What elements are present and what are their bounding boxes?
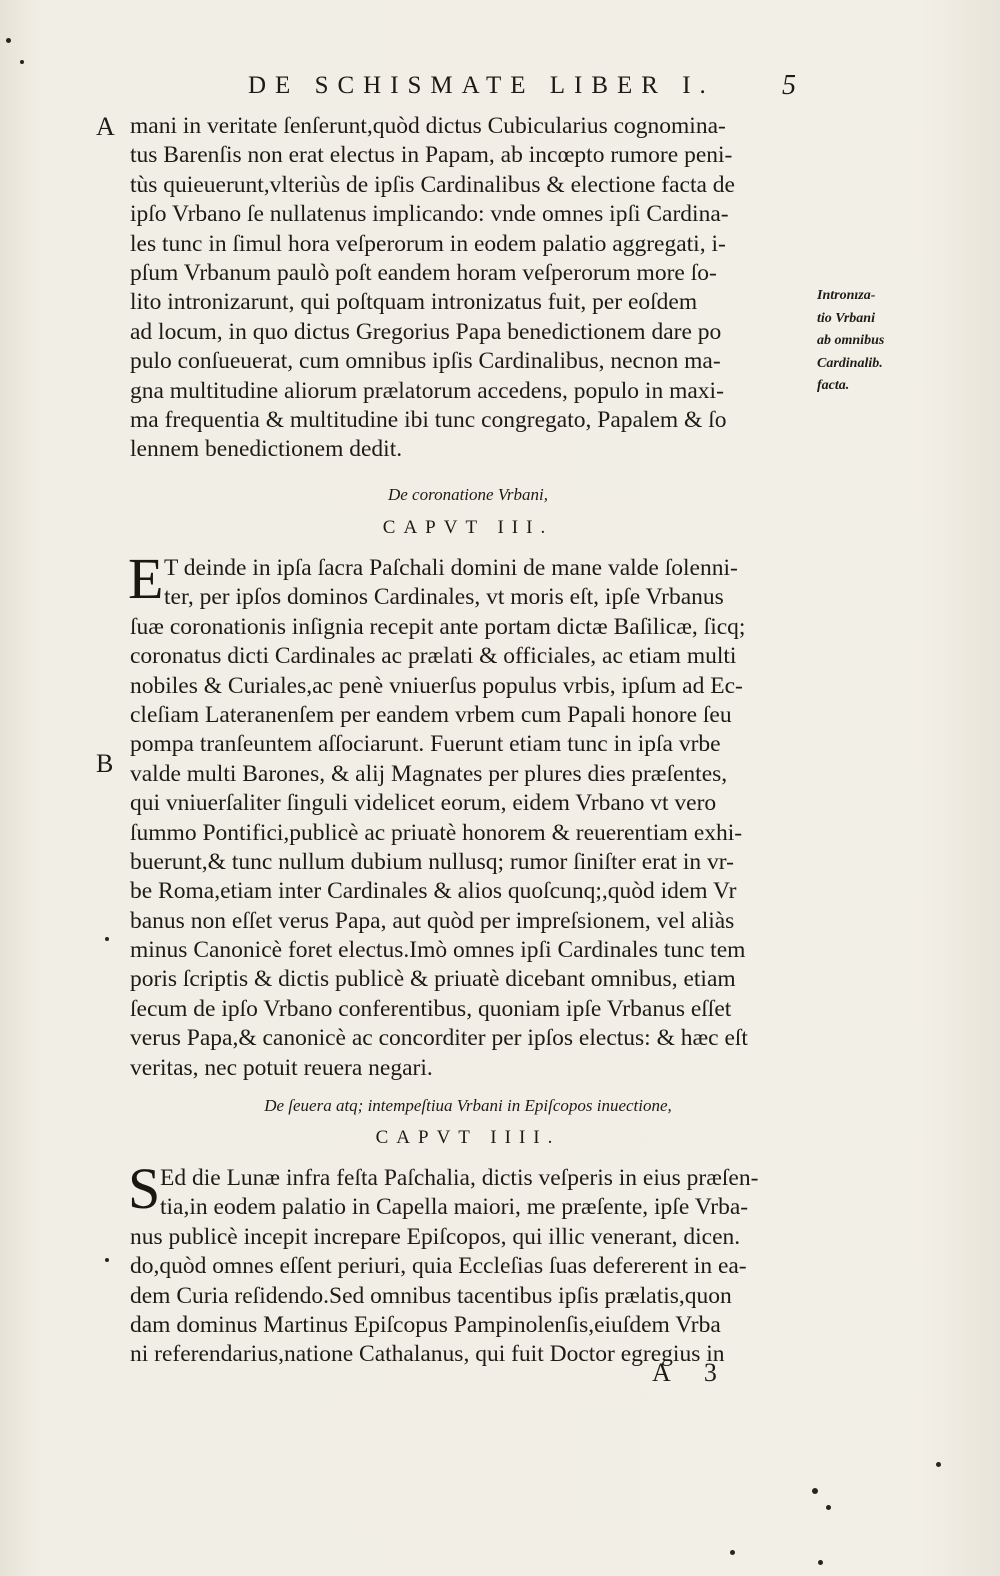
drop-cap-s: S xyxy=(128,1156,161,1221)
text-line: cleſiam Lateranenſem per eandem vrbem cum Papali honore ſeu xyxy=(130,701,732,728)
paragraph-1 xyxy=(130,112,806,465)
text-line: ter, per ipſos dominos Cardinales, vt moris eſt, ipſe Vrbanus xyxy=(164,584,724,611)
text-line: ſuæ coronationis inſignia recepit ante portam dictæ Baſilicæ, ſicq; xyxy=(130,613,746,640)
text-line: mani in veritate ſenſerunt,quòd dictus Cubicularius cognomina- xyxy=(130,113,726,139)
marginal-line: tio Vrbani xyxy=(817,310,875,326)
text-line: dam dominus Martinus Epiſcopus Pampinolenſis,eiuſdem Vrba xyxy=(130,1311,721,1338)
ink-speck xyxy=(105,937,109,941)
text-line: veritas, nec potuit reuera negari. xyxy=(130,1054,433,1081)
text-line: be Roma,etiam inter Cardinales & alios quoſcunq;,quòd idem Vr xyxy=(130,878,737,905)
section-4-heading: De ſeuera atq; intempeſtiua Vrbani in Epiſcopos inuectione, xyxy=(264,1096,672,1115)
text-line: do,quòd omnes eſſent periuri, quia Eccleſias ſuas defererent in ea- xyxy=(130,1253,747,1280)
drop-cap-e: E xyxy=(128,546,164,611)
text-line: qui vniuerſaliter ſinguli videlicet eorum, eidem Vrbano vt vero xyxy=(130,790,717,817)
ink-speck xyxy=(818,1560,823,1565)
text-line: lito intronizarunt, qui poſtquam intronizatus fuit, per eoſdem xyxy=(130,289,698,316)
section-4-body xyxy=(130,1164,806,1370)
text-line: ma frequentia & multitudine ibi tunc congregato, Papalem & ſo xyxy=(130,406,727,433)
section-4-capvt: CAPVT IIII. xyxy=(375,1127,561,1148)
text-line: ſummo Pontifici,publicè ac priuatè honorem & reuerentiam exhi- xyxy=(130,819,743,846)
text-line: verus Papa,& canonicè ac concorditer per ipſos electus: & hæc eſt xyxy=(130,1025,748,1052)
text-line: valde multi Barones, & alij Magnates per plures dies præſentes, xyxy=(130,760,728,787)
marginal-line: Intronıza- xyxy=(817,288,876,303)
text-line: dem Curia reſidendo.Sed omnibus tacentibus ipſis prælatis,quon xyxy=(130,1282,732,1309)
text-line: nus publicè incepit increpare Epiſcopos, qui illic venerant, dicen. xyxy=(130,1223,741,1250)
text-line: ad locum, in quo dictus Gregorius Papa benedictionem dare po xyxy=(130,318,722,345)
text-line: pulo conſueuerat, cum omnibus ipſis Cardinalibus, necnon ma- xyxy=(130,348,721,375)
ink-speck xyxy=(20,60,24,64)
text-line: gna multitudine aliorum prælatorum accedens, populo in maxi- xyxy=(130,377,724,404)
text-line: lennem benedictionem dedit. xyxy=(130,436,403,463)
section-3-capvt: CAPVT III. xyxy=(382,517,554,538)
ink-speck xyxy=(812,1488,818,1494)
text-line: tia,in eodem palatio in Capella maiori, me præſente, ipſe Vrba- xyxy=(160,1194,749,1221)
marginal-line: facta. xyxy=(817,378,850,393)
section-3-body xyxy=(130,554,806,1083)
ink-speck xyxy=(730,1550,735,1555)
text-line: minus Canonicè foret electus.Imò omnes ipſi Cardinales tunc tem xyxy=(130,937,746,964)
marginal-note xyxy=(817,285,927,398)
side-mark-b: B xyxy=(96,749,114,778)
text-line: banus non eſſet verus Papa, aut quòd per impreſsionem, vel aliàs xyxy=(130,907,735,934)
text-line: pſum Vrbanum paulò poſt eandem horam veſperorum more ſo- xyxy=(130,259,717,286)
text-line: les tunc in ſimul hora veſperorum in eodem palatio aggregati, i- xyxy=(130,230,726,257)
text-line: tùs quieuerunt,vlteriùs de ipſis Cardinalibus & electione facta de xyxy=(130,171,735,198)
ink-speck xyxy=(936,1462,941,1467)
running-title: DE SCHISMATE LIBER I. xyxy=(248,72,715,99)
text-line: ipſo Vrbano ſe nullatenus implicando: vnde omnes ipſi Cardina- xyxy=(130,201,729,228)
marginal-line: Cardinalib. xyxy=(817,355,883,371)
folio-number: 5 xyxy=(782,70,796,101)
text-line: Ed die Lunæ infra feſta Paſchalia, dictis veſperis in eius præſen- xyxy=(160,1165,759,1191)
text-line: nobiles & Curiales,ac penè vniuerſus populus vrbis, ipſum ad Ec- xyxy=(130,672,743,699)
text-line: ſecum de ipſo Vrbano conferentibus, quoniam ipſe Vrbanus eſſet xyxy=(130,995,732,1022)
text-line: ni referendarius,natione Cathalanus, qui fuit Doctor egregius in xyxy=(130,1341,725,1368)
text-line: buerunt,& tunc nullum dubium nullusq; rumor ſiniſter erat in vr- xyxy=(130,848,734,875)
side-mark-a: A xyxy=(96,112,115,141)
text-line: poris ſcriptis & dictis publicè & priuatè dicebant omnibus, etiam xyxy=(130,966,736,993)
marginal-line: ab omnibus xyxy=(817,333,885,348)
signature-mark: A 3 xyxy=(652,1358,731,1387)
text-line: tus Barenſis non erat electus in Papam, ab incœpto rumore peni- xyxy=(130,142,733,169)
text-line: T deinde in ipſa ſacra Paſchali domini de mane valde ſolenni- xyxy=(164,555,738,581)
text-line: pompa tranſeuntem aſſociarunt. Fuerunt etiam tunc in ipſa vrbe xyxy=(130,731,721,758)
ink-speck xyxy=(6,38,11,43)
section-3-heading: De coronatione Vrbani, xyxy=(387,485,549,504)
ink-speck xyxy=(826,1505,831,1510)
text-line: coronatus dicti Cardinales ac prælati & officiales, ac etiam multi xyxy=(130,643,737,670)
ink-speck xyxy=(105,1258,109,1262)
